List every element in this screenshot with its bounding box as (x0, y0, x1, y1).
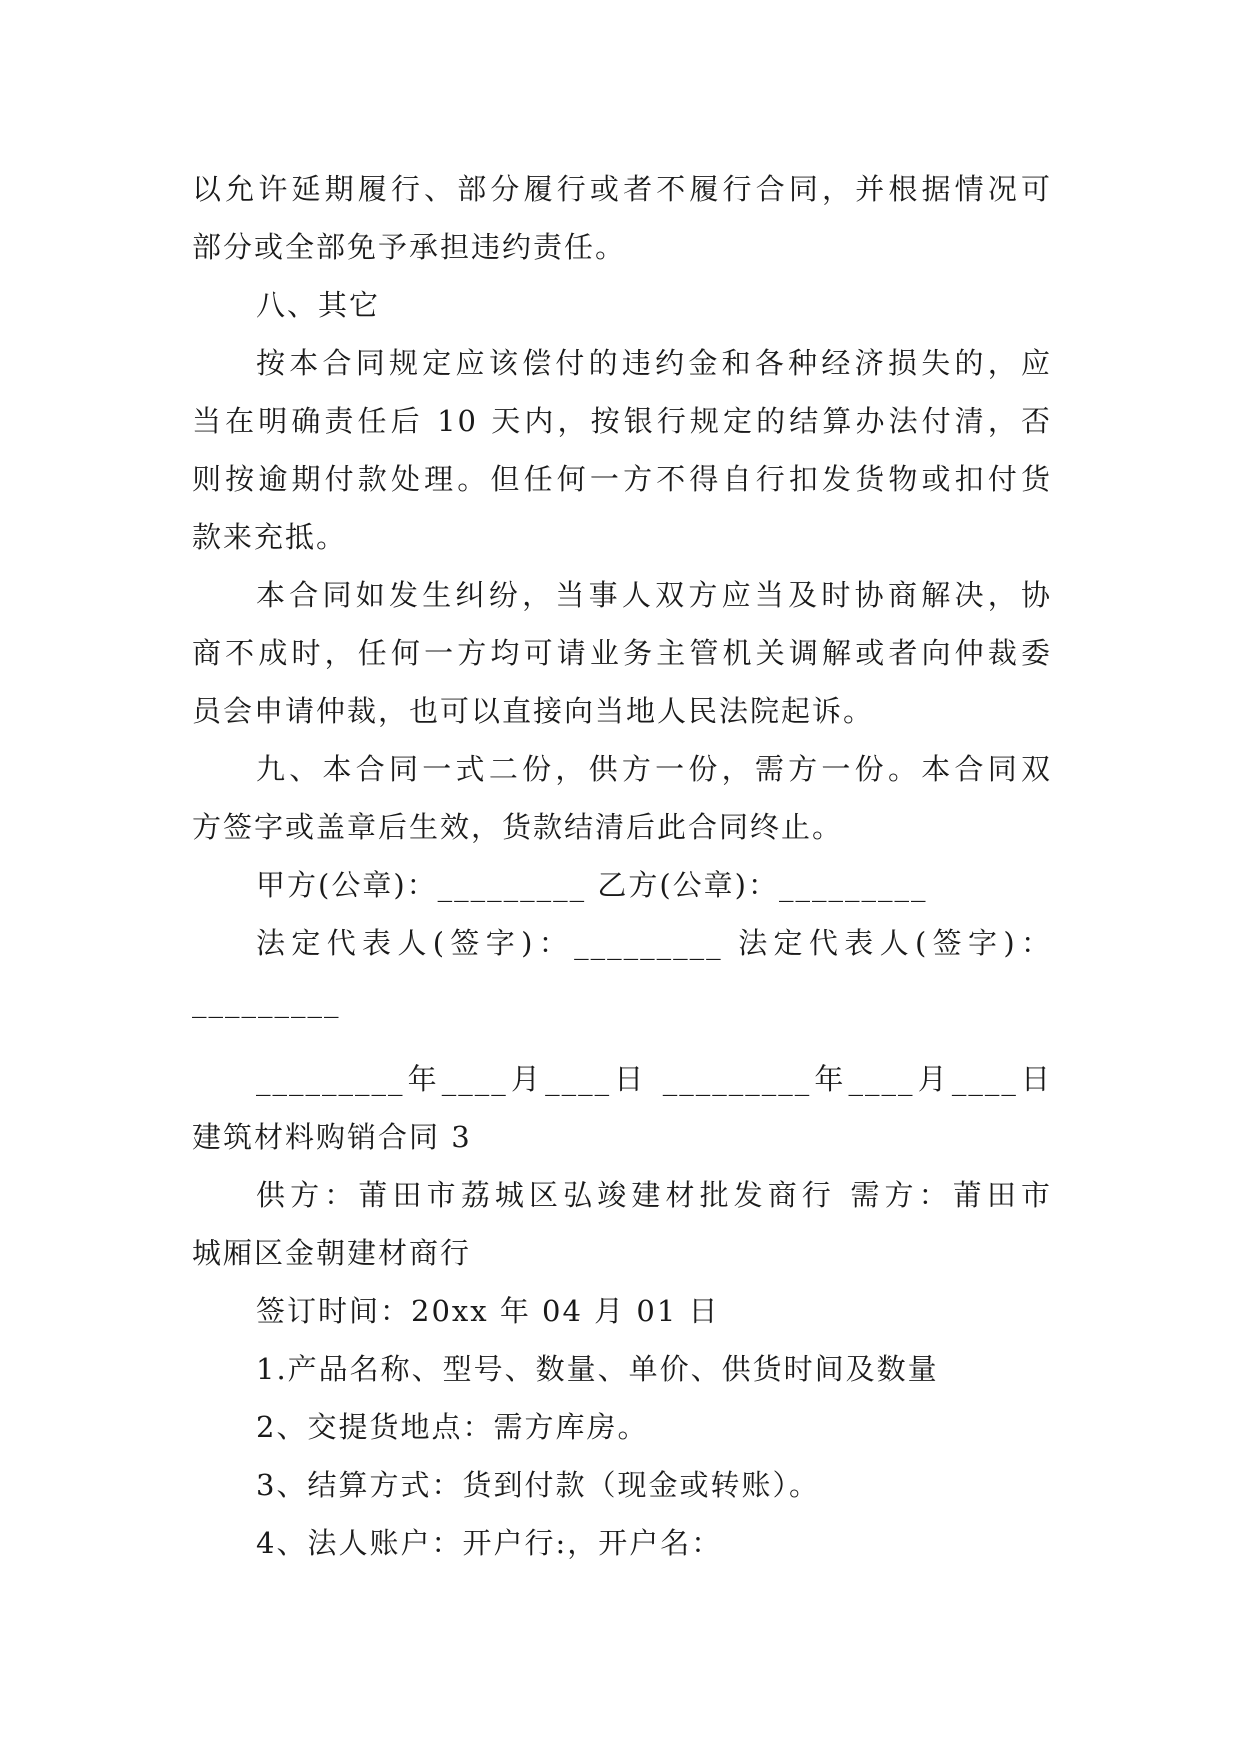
paragraph-line: 供方：莆田市荔城区弘竣建材批发商行 需方：莆田市 (256, 1178, 1052, 1212)
paragraph-line: 方签字或盖章后生效，货款结清后此合同终止。 (192, 810, 844, 844)
signature-blank: _________ (192, 984, 341, 1018)
list-item: 4、法人账户：开户行:，开户名： (256, 1526, 723, 1560)
section-heading-other: 八、其它 (256, 288, 381, 322)
paragraph-line: 本合同如发生纠纷，当事人双方应当及时协商解决，协 (256, 578, 1052, 612)
signing-date: 签订时间：20xx 年 04 月 01 日 (256, 1294, 720, 1328)
date-line: _________年____月____日 _________年____月____日 (256, 1062, 1052, 1096)
paragraph-line: 则按逾期付款处理。但任何一方不得自行扣发货物或扣付货 (192, 462, 1052, 496)
list-item: 2、交提货地点：需方库房。 (256, 1410, 649, 1444)
paragraph-line: 部分或全部免予承担违约责任。 (192, 230, 627, 264)
seal-line: 甲方(公章)：_________ 乙方(公章)：_________ (256, 868, 928, 902)
document-body (192, 160, 1052, 1572)
signature-line: 法定代表人(签字)：_________ 法定代表人(签字)： (256, 926, 1052, 960)
paragraph-line: 按本合同规定应该偿付的违约金和各种经济损失的，应 (256, 346, 1052, 380)
spacer (192, 1030, 1052, 1050)
contract-title: 建筑材料购销合同 3 (192, 1120, 472, 1154)
paragraph-line: 九、本合同一式二份，供方一份，需方一份。本合同双 (256, 752, 1052, 786)
list-item: 3、结算方式：货到付款（现金或转账）。 (256, 1468, 820, 1502)
paragraph-line: 员会申请仲裁，也可以直接向当地人民法院起诉。 (192, 694, 875, 728)
list-item: 1.产品名称、型号、数量、单价、供货时间及数量 (256, 1352, 939, 1386)
paragraph-line: 城厢区金朝建材商行 (192, 1236, 472, 1270)
paragraph-line: 款来充抵。 (192, 520, 348, 554)
paragraph-line: 当在明确责任后 10 天内，按银行规定的结算办法付清，否 (192, 404, 1052, 438)
paragraph-line: 以允许延期履行、部分履行或者不履行合同，并根据情况可 (192, 172, 1052, 206)
paragraph-line: 商不成时，任何一方均可请业务主管机关调解或者向仲裁委 (192, 636, 1052, 670)
